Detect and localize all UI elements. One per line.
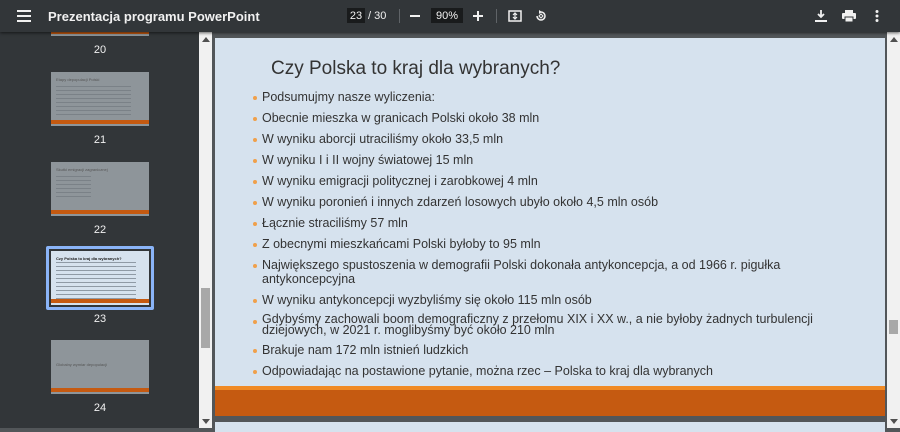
fit-page-icon[interactable] bbox=[503, 0, 527, 32]
viewer-scrollbar[interactable] bbox=[887, 32, 900, 428]
slide-footer-band bbox=[215, 390, 885, 416]
thumbnail-page-21[interactable] bbox=[51, 72, 149, 126]
slide-bullet: W wyniku emigracji politycznej i zarobkowej 4 mln bbox=[253, 174, 863, 188]
thumbnail-number: 23 bbox=[93, 313, 107, 325]
slide-bullet: Największego spustoszenia w demografii Polski dokonała antykoncepcja, a od 1966 r. pigułka antykoncepcyjna bbox=[253, 258, 863, 286]
slide-bullet: Łącznie straciliśmy 57 mln bbox=[253, 216, 863, 230]
slide-bullet: Brakuje nam 172 mln istnień ludzkich bbox=[253, 343, 863, 357]
toolbar-divider bbox=[496, 9, 497, 23]
thumbnail-title: Skutki emigracji zagranicznej bbox=[56, 167, 108, 172]
thumbnail-number: 22 bbox=[93, 224, 107, 236]
thumbnail-page-24[interactable] bbox=[51, 340, 149, 394]
page-number-input[interactable]: 23 bbox=[347, 8, 365, 23]
thumbnail-sidebar bbox=[0, 32, 199, 428]
thumbnail-title: Globalny wymiar depopulacji bbox=[56, 362, 107, 367]
thumbnail-page-20[interactable] bbox=[51, 32, 149, 36]
thumbnail-title: Etapy depopulacji Polski bbox=[56, 77, 100, 82]
rotate-icon[interactable] bbox=[529, 0, 553, 32]
slide-bullet: W wyniku aborcji utraciliśmy około 33,5 mln bbox=[253, 132, 863, 146]
scroll-up-icon[interactable] bbox=[202, 37, 210, 42]
thumbnail-page-22[interactable] bbox=[51, 162, 149, 216]
slide-page-24-preview bbox=[215, 422, 885, 432]
slide-bullet: Odpowiadając na postawione pytanie, można rzec – Polska to kraj dla wybranych bbox=[253, 364, 863, 378]
document-viewer[interactable] bbox=[212, 32, 887, 428]
thumbnail-number: 24 bbox=[93, 402, 107, 414]
slide-bullet: W wyniku poronień i innych zdarzeń losowych ubyło około 4,5 mln osób bbox=[253, 195, 863, 209]
slide-bullet: Podsumujmy nasze wyliczenia: bbox=[253, 90, 863, 104]
toolbar-divider bbox=[399, 9, 400, 23]
thumbnail-number: 21 bbox=[93, 134, 107, 146]
zoom-in-icon[interactable] bbox=[466, 0, 490, 32]
slide-bullet-list bbox=[253, 90, 863, 385]
scroll-down-icon[interactable] bbox=[890, 419, 898, 424]
page-count: / 30 bbox=[368, 10, 387, 22]
viewer-scroll-thumb[interactable] bbox=[889, 320, 898, 334]
scroll-down-icon[interactable] bbox=[202, 419, 210, 424]
more-vert-icon[interactable] bbox=[865, 0, 889, 32]
slide-bullet: W wyniku I i II wojny światowej 15 mln bbox=[253, 153, 863, 167]
slide-title: Czy Polska to kraj dla wybranych? bbox=[271, 58, 561, 79]
zoom-level-input[interactable]: 90% bbox=[431, 8, 463, 23]
slide-bullet: Gdybyśmy zachowali boom demograficzny z przełomu XIX i XX w., a nie byłoby żadnych turbulencji dziejowych, w 2021 r. moglibyśmy być około 210 mln bbox=[253, 314, 863, 336]
sidebar-scrollbar[interactable] bbox=[199, 32, 212, 428]
document-title: Prezentacja programu PowerPoint bbox=[48, 8, 260, 24]
scroll-up-icon[interactable] bbox=[890, 37, 898, 42]
thumbnail-number: 20 bbox=[93, 44, 107, 56]
download-icon[interactable] bbox=[809, 0, 833, 32]
slide-bullet: Obecnie mieszka w granicach Polski około 38 mln bbox=[253, 111, 863, 125]
slide-bullet: Z obecnymi mieszkańcami Polski byłoby to 95 mln bbox=[253, 237, 863, 251]
zoom-out-icon[interactable] bbox=[403, 0, 427, 32]
menu-icon[interactable] bbox=[12, 0, 36, 32]
slide-bullet: W wyniku antykoncepcji wyzbyliśmy się około 115 mln osób bbox=[253, 293, 863, 307]
thumbnail-page-23[interactable] bbox=[51, 251, 149, 305]
thumbnail-title: Czy Polska to kraj dla wybranych? bbox=[56, 256, 122, 261]
print-icon[interactable] bbox=[837, 0, 861, 32]
sidebar-scroll-thumb[interactable] bbox=[201, 288, 210, 348]
pdf-toolbar bbox=[0, 0, 900, 32]
slide-page-23 bbox=[215, 38, 885, 414]
